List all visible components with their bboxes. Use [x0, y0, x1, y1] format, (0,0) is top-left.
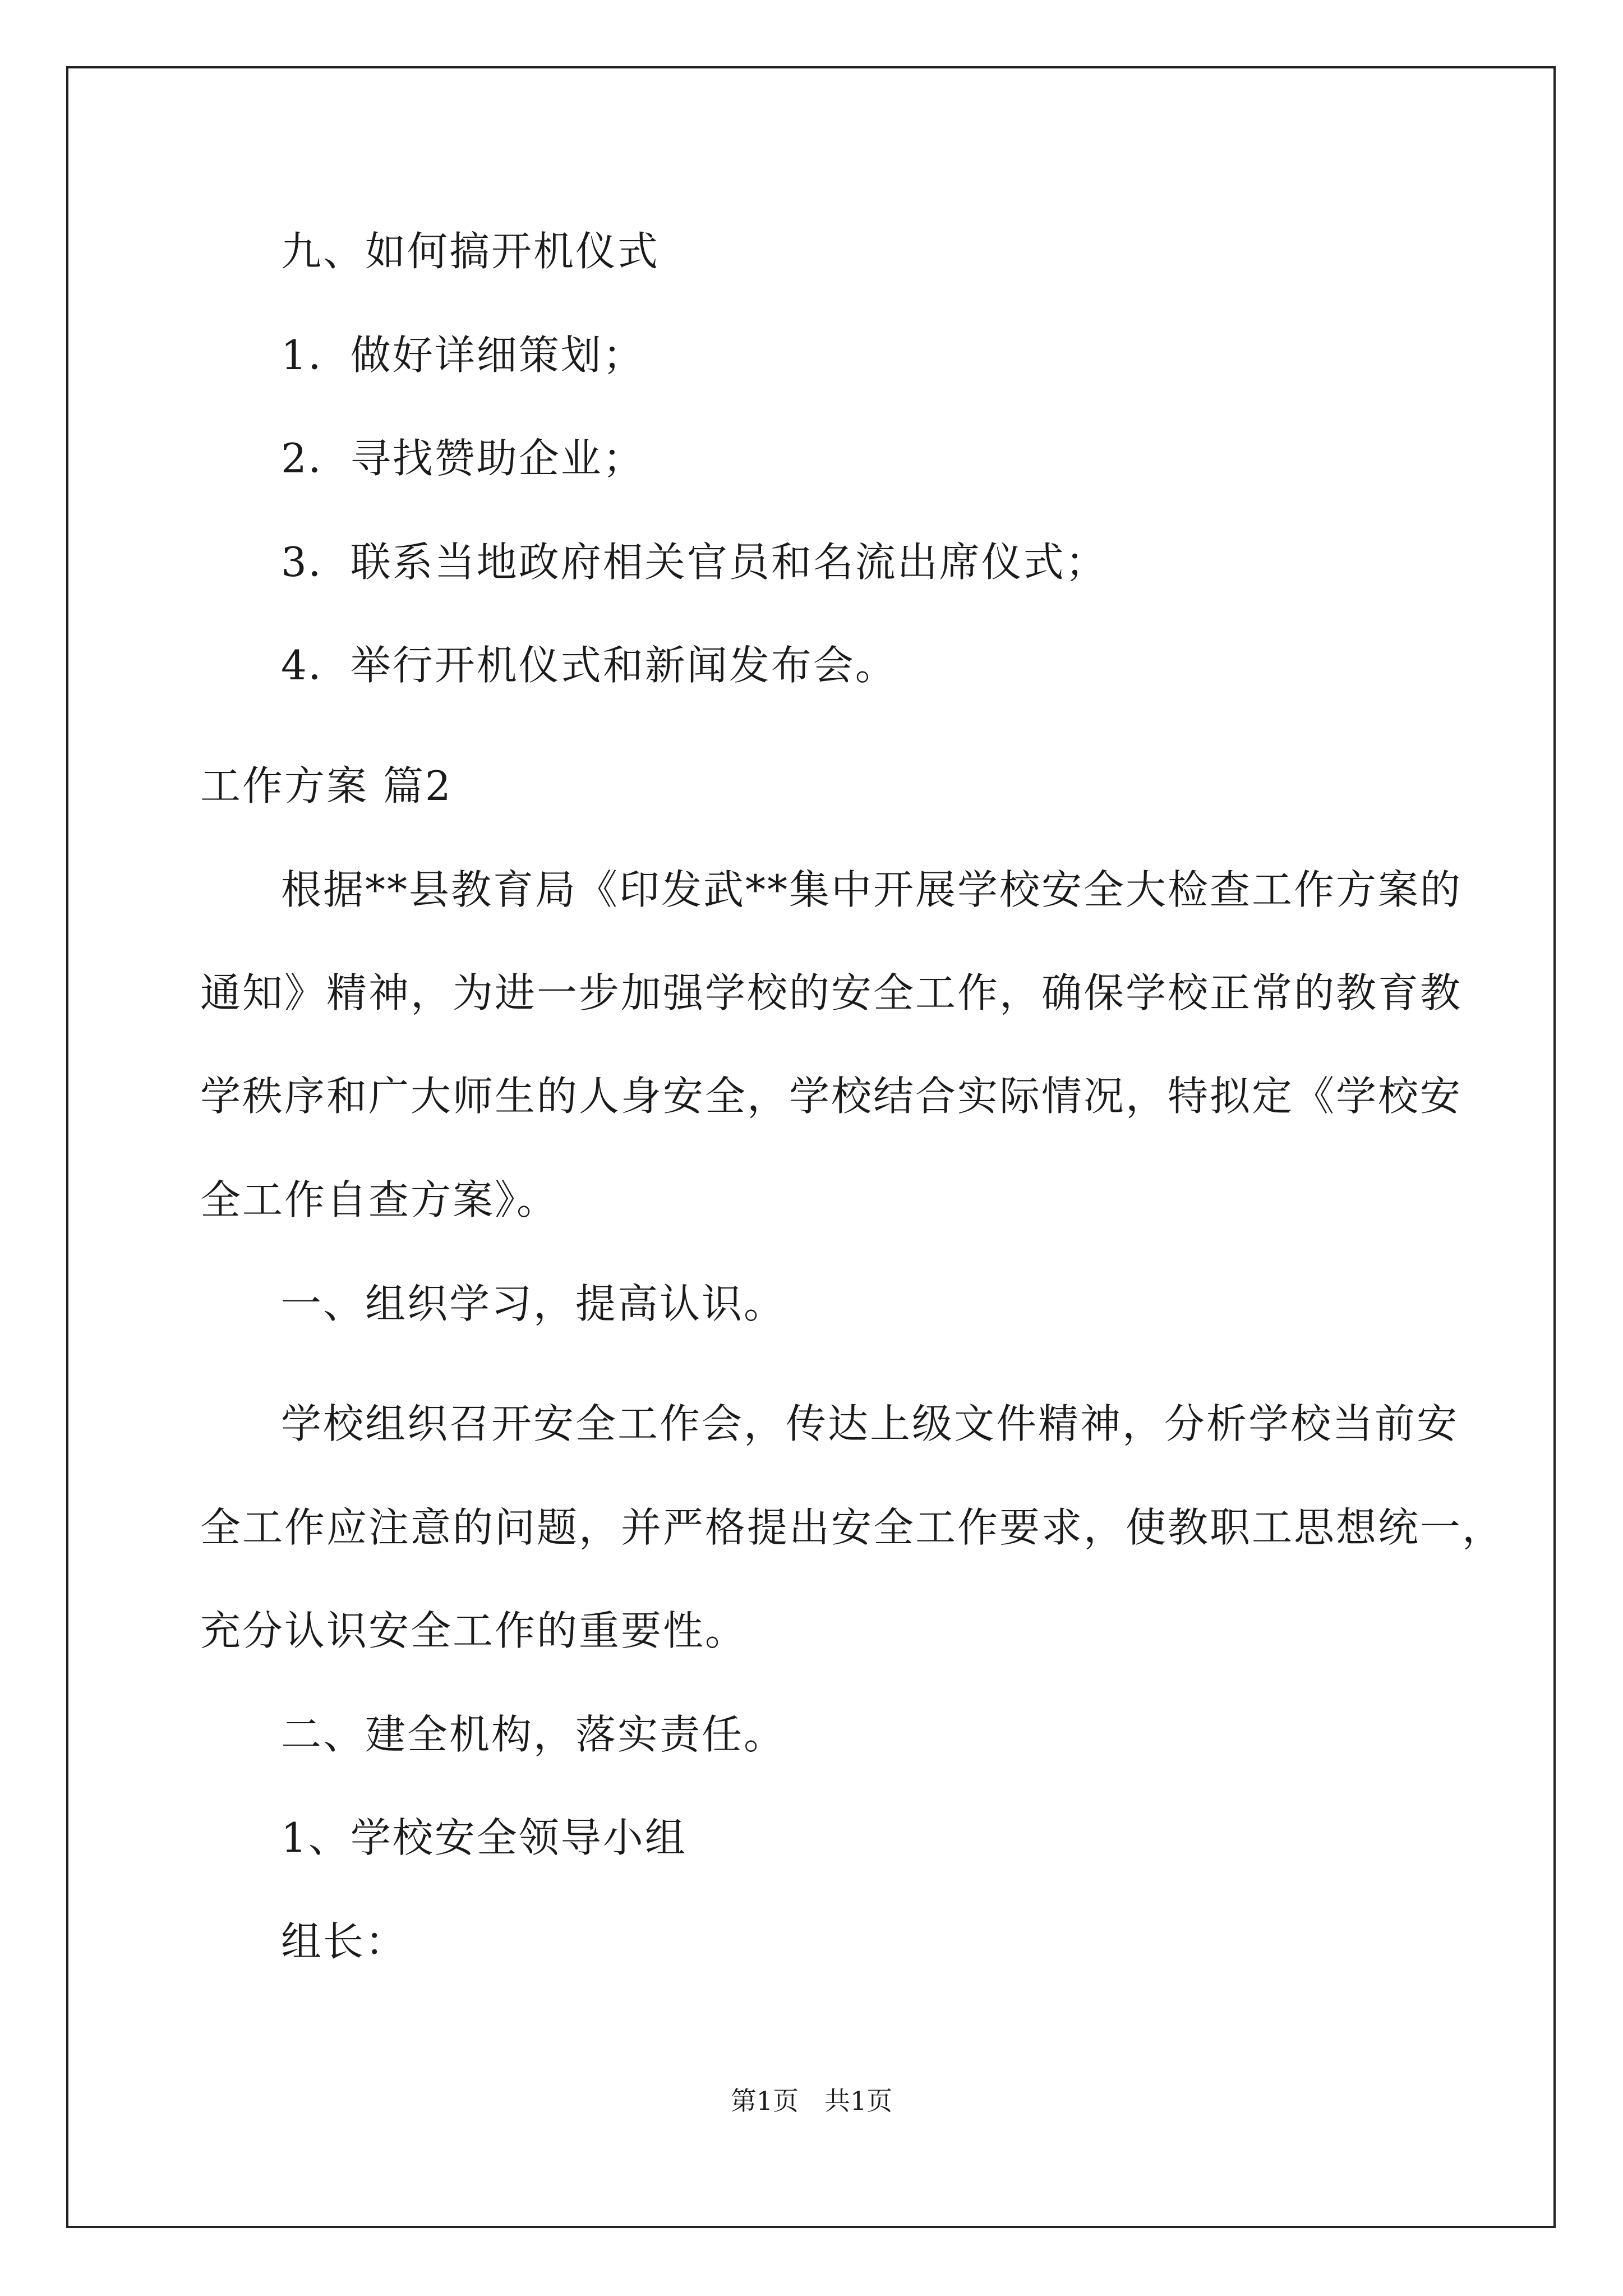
list-item: 4．举行开机仪式和新闻发布会。 [281, 642, 897, 689]
page-border [66, 66, 1556, 2228]
page-footer: 第1页 共1页 [730, 2086, 893, 2116]
paragraph-line: 根据**县教育局《印发武**集中开展学校安全大检查工作方案的 [281, 866, 1463, 913]
list-item: 1、学校安全领导小组 [281, 1814, 687, 1861]
section-heading: 二、建全机构，落实责任。 [281, 1711, 786, 1758]
paragraph-line: 通知》精神，为进一步加强学校的安全工作，确保学校正常的教育教 [200, 969, 1463, 1016]
list-item: 2．寻找赞助企业； [281, 435, 645, 482]
section-heading: 九、如何搞开机仪式 [281, 228, 660, 275]
section-heading: 一、组织学习，提高认识。 [281, 1280, 786, 1327]
paragraph-line: 学校组织召开安全工作会，传达上级文件精神，分析学校当前安 [281, 1400, 1459, 1447]
paragraph-line: 充分认识安全工作的重要性。 [200, 1607, 748, 1654]
paragraph-line: 全工作应注意的问题，并严格提出安全工作要求，使教职工思想统一， [200, 1504, 1505, 1551]
paragraph-line: 学秩序和广大师生的人身安全，学校结合实际情况，特拟定《学校安 [200, 1073, 1463, 1120]
paragraph-line: 组长： [281, 1918, 408, 1965]
list-item: 1．做好详细策划； [281, 332, 645, 379]
chapter-title: 工作方案 篇2 [200, 762, 453, 809]
paragraph-line: 全工作自查方案》。 [200, 1176, 559, 1223]
list-item: 3．联系当地政府相关官员和名流出席仪式； [281, 539, 1108, 586]
